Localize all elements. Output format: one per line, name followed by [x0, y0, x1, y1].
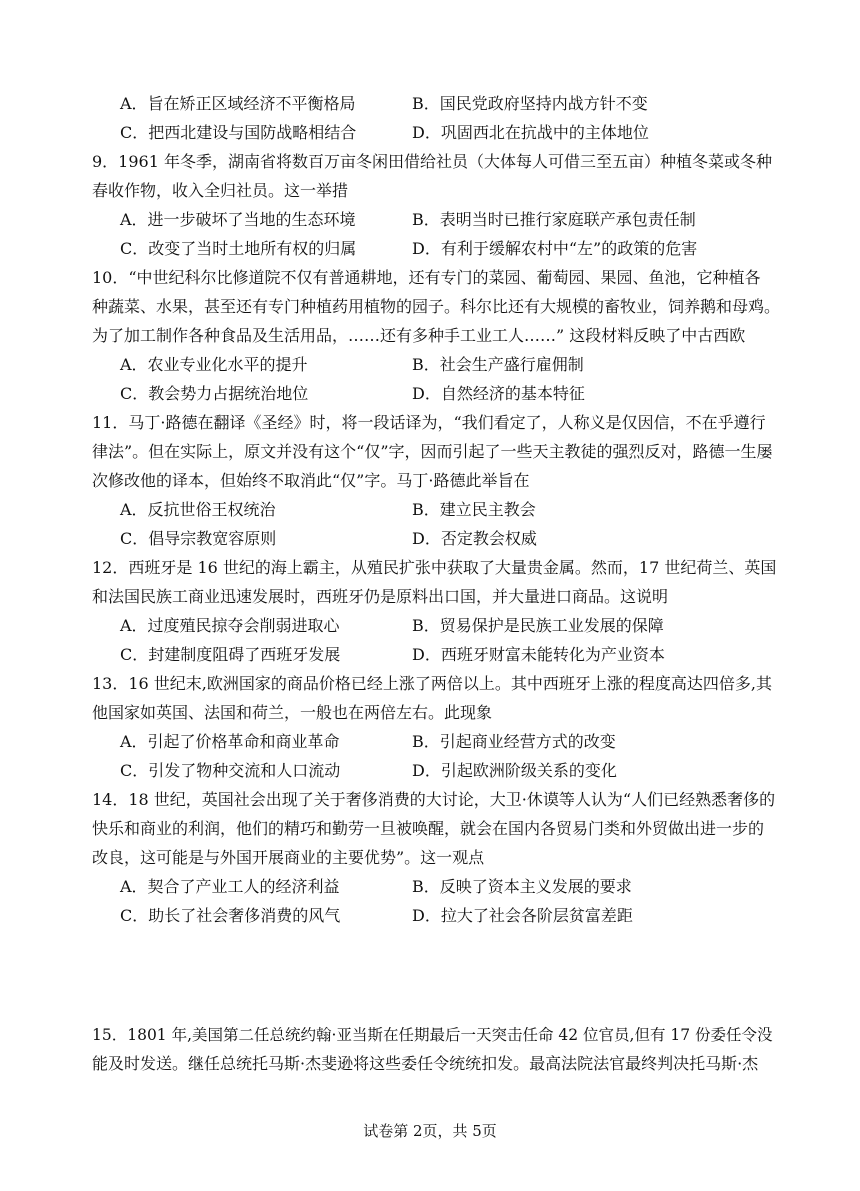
q9-option-c: C．改变了当时土地所有权的归属	[120, 239, 357, 258]
q9-stem-line-1: 9．1961 年冬季，湖南省将数百万亩冬闲田借给社员（大体每人可借三至五亩）种植冬菜或冬种	[92, 152, 772, 171]
q15-stem-line-2: 能及时发送。继任总统托马斯·杰斐逊将这些委任令统统扣发。最高法院法官最终判决托马斯·杰	[92, 1054, 759, 1073]
q12-option-b: B．贸易保护是民族工业发展的保障	[412, 616, 664, 635]
q12-option-a: A．过度殖民掠夺会削弱进取心	[120, 616, 340, 635]
q12-stem-line-1: 12．西班牙是 16 世纪的海上霸主，从殖民扩张中获取了大量贵金属。然而，17 世纪荷兰、英国	[92, 558, 777, 577]
q8-option-d: D．巩固西北在抗战中的主体地位	[412, 123, 649, 142]
q11-option-a: A．反抗世俗王权统治	[120, 500, 276, 519]
q10-option-b: B．社会生产盛行雇佣制	[412, 355, 584, 374]
q14-stem-line-3: 改良，这可能是与外国开展商业的主要优势”。这一观点	[92, 848, 485, 867]
q13-stem-line-1: 13．16 世纪末,欧洲国家的商品价格已经上涨了两倍以上。其中西班牙上涨的程度高达四倍多,其	[92, 674, 772, 693]
q12-option-c: C．封建制度阻碍了西班牙发展	[120, 645, 341, 664]
q14-option-a: A．契合了产业工人的经济利益	[120, 877, 340, 896]
q9-option-d: D．有利于缓解农村中“左”的政策的危害	[412, 239, 698, 258]
q14-option-d: D．拉大了社会各阶层贫富差距	[412, 906, 633, 925]
q10-option-c: C．教会势力占据统治地位	[120, 384, 309, 403]
page-footer: 试卷第 2页，共 5页	[363, 1122, 497, 1140]
q14-stem-line-2: 快乐和商业的利润，他们的精巧和勤劳一旦被唤醒，就会在国内各贸易门类和外贸做出进一步的	[92, 819, 765, 838]
q13-option-c: C．引发了物种交流和人口流动	[120, 761, 341, 780]
q14-option-b: B．反映了资本主义发展的要求	[412, 877, 632, 896]
q11-option-c: C．倡导宗教宽容原则	[120, 529, 277, 548]
q10-option-a: A．农业专业化水平的提升	[120, 355, 308, 374]
q12-stem-line-2: 和法国民族工商业迅速发展时，西班牙仍是原料出口国，并大量进口商品。这说明	[92, 587, 669, 606]
q11-option-b: B．建立民主教会	[412, 500, 536, 519]
q8-option-a: A．旨在矫正区域经济不平衡格局	[120, 94, 356, 113]
q14-stem-line-1: 14．18 世纪，英国社会出现了关于奢侈消费的大讨论，大卫·休谟等人认为“人们已经熟悉奢侈的	[92, 790, 776, 809]
q13-option-a: A．引起了价格革命和商业革命	[120, 732, 340, 751]
q8-option-c: C．把西北建设与国防战略相结合	[120, 123, 357, 142]
q14-option-c: C．助长了社会奢侈消费的风气	[120, 906, 341, 925]
q9-option-b: B．表明当时已推行家庭联产承包责任制	[412, 210, 696, 229]
q10-stem-line-1: 10．“中世纪科尔比修道院不仅有普通耕地，还有专门的菜园、葡萄园、果园、鱼池，它种植各	[92, 268, 761, 287]
q8-option-b: B．国民党政府坚持内战方针不变	[412, 94, 648, 113]
q11-stem-line-1: 11．马丁·路德在翻译《圣经》时，将一段话译为，“我们看定了，人称义是仅因信，不在乎遵行	[92, 413, 766, 432]
q11-stem-line-2: 律法”。但在实际上，原文并没有这个“仅”字，因而引起了一些天主教徒的强烈反对，路德一生屡	[92, 442, 773, 461]
q9-option-a: A．进一步破坏了当地的生态环境	[120, 210, 356, 229]
q15-stem-line-1: 15．1801 年,美国第二任总统约翰·亚当斯在任期最后一天突击任命 42 位官员,但有 17 份委任令没	[92, 1026, 773, 1044]
q10-stem-line-3: 为了加工制作各种食品及生活用品，……还有多种手工业工人……” 这段材料反映了中古西欧	[92, 326, 746, 345]
q10-stem-line-2: 种蔬菜、水果，甚至还有专门种植药用植物的园子。科尔比还有大规模的畜牧业，饲养鹅和母鸡。	[92, 297, 781, 316]
q13-stem-line-2: 他国家如英国、法国和荷兰，一般也在两倍左右。此现象	[92, 703, 493, 722]
q13-option-d: D．引起欧洲阶级关系的变化	[412, 761, 617, 780]
q9-stem-line-2: 春收作物，收入全归社员。这一举措	[92, 181, 349, 200]
q11-option-d: D．否定教会权威	[412, 529, 537, 548]
q13-option-b: B．引起商业经营方式的改变	[412, 732, 616, 751]
q12-option-d: D．西班牙财富未能转化为产业资本	[412, 645, 665, 664]
q11-stem-line-3: 次修改他的译本，但始终不取消此“仅”字。马丁·路德此举旨在	[92, 471, 530, 490]
q10-option-d: D．自然经济的基本特征	[412, 384, 585, 403]
